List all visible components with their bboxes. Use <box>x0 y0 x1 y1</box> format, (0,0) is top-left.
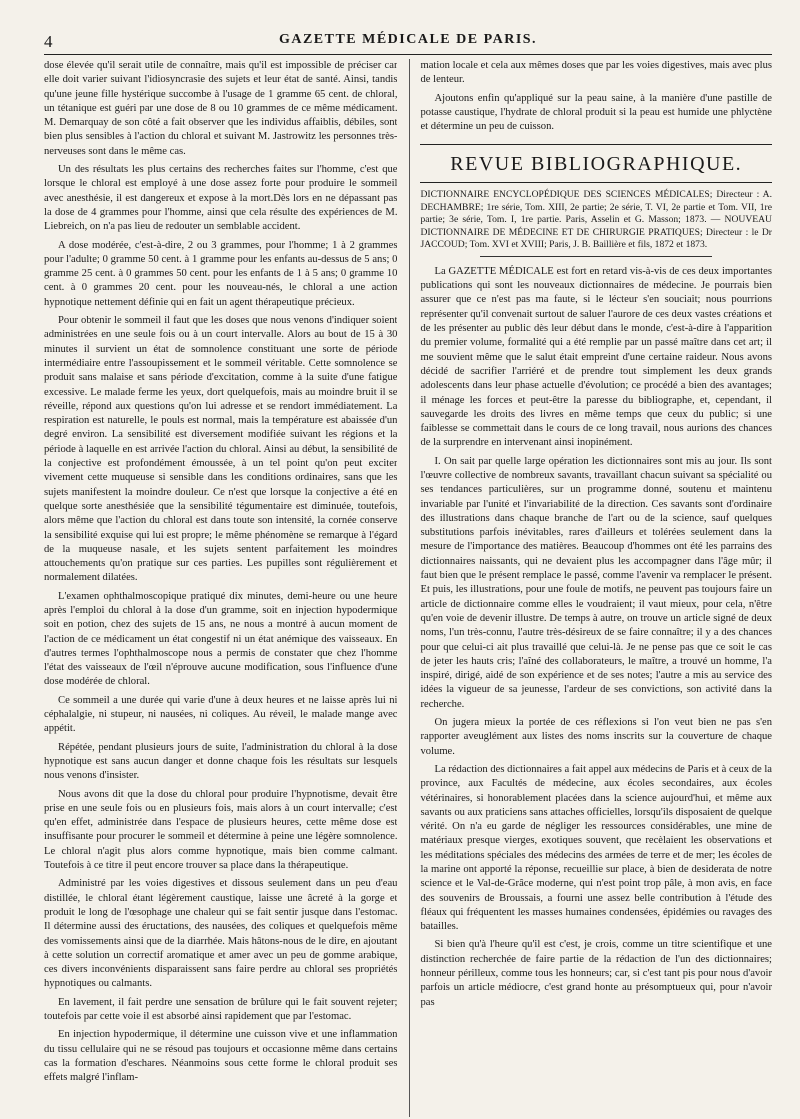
review-paragraph: On jugera mieux la portée de ces réflexions si l'on veut bien ne pas s'en rapporter aveuglément aux listes des noms inscrits sur la couverture de chaque volume. <box>420 717 772 757</box>
review-paragraph: La rédaction des dictionnaires a fait appel aux médecins de Paris et à ceux de la province, aux Facultés de médecine, aux écoles secondaires, aux écoles vétérinaires, si honorablement placées dans la science aujourd'hui, et même aux savants ou aux praticiens sans attaches officielles, lorsqu'ils disposaient de quelque vérité. On n'a eu garde de négliger les ressources considérables, une mine de matériaux presque vierges, exotiques souvent, que recèlaient les observations et les méditations spéciales des médecins des armées de terre et de mer; les écoles de la marine ont apporté la réponse, recueillie sur place, à bien de desiderata de notre science et le Val-de-Grâce moderne, qui n'est point trop pâle, à mon avis, en face des souvenirs de Broussais, a fourni une assez belle contribution à l'étude des fléaux qui fréquentent les masses humaines condensées, épidémies ou ravages des batailles. <box>420 763 772 933</box>
left-paragraph: A dose modérée, c'est-à-dire, 2 ou 3 grammes, pour l'homme; 1 à 2 grammes pour l'adulte; 0 gramme 50 cent. à 1 gramme pour les enfants au-dessus de 5 ans; 0 gramme 25 cent. à 0 grammes 50 cent. pour les enfants de 1 à 5 ans; 0 gramme 10 cent. à 0 grammes 20 cent. pour les nouveau-nés, le chloral a une action hypnotique nettement définie qui en fait un agent thérapeutique précieux. <box>44 239 398 308</box>
bibliography-reference: DICTIONNAIRE ENCYCLOPÉDIQUE DES SCIENCES MÉDICALES; Directeur : A. DECHAMBRE; 1re série, Tom. XIII, 2e partie; 2e série, T. VI, 2e partie et Tom. VII, 1re partie; 3e série, Tom. I, 1re partie. Paris, Asselin et G. Masson; 1873. — NOUVEAU DICTIONNAIRE DE MÉDECINE ET DE CHIRURGIE PRATIQUES; Directeur : le Dr JACCOUD; Tom. XVI et XVIII; Paris, J. B. Baillière et fils, 1872 et 1873. <box>420 189 772 251</box>
left-paragraph: Nous avons dit que la dose du chloral pour produire l'hypnotisme, devait être prise en une seule fois ou en plusieurs fois, mais alors à un court intervalle; c'est qu'en effet, administrée dans l'espace de plusieurs heures, cette même dose est insuffisante pour procurer le sommeil et détermine à peine une légère somnolence. Le chloral n'agit plus alors comme hypnotique, mais bien comme calmant. Toutefois à ce titre il peut encore trouver sa place dans la thérapeutique. <box>44 788 398 872</box>
divider <box>480 256 712 257</box>
left-paragraph: En injection hypodermique, il détermine une cuisson vive et une inflammation du tissu cellulaire qui ne se résoud pas toujours et occasionne même dans certains cas la formation d'eschares. Néanmoins sous cette forme le chloral produit ses effets malgré l'inflam- <box>44 1029 398 1084</box>
review-paragraph: La GAZETTE MÉDICALE est fort en retard vis-à-vis de ces deux importantes publications qui sont les nouveaux dictionnaires de médecine. Je pourrais bien assurer que ce n'est pas ma faute, si le lécteur s'en souciait; nous pourrions représenter qu'il convenait surtout de saluer l'aurore de ces deux vastes créations et de les présenter au public dès leur début dans le monde, c'est-à-dire à l'apparition du premier volume, formalité qui a été remplie par un passé maître dans cet art; il me souvient même que le salut était empreint d'une certaine raideur. Nous avons décidé de sacrifier l'arriéré et de prendre tout simplement les deux grands adolescents dans leur phase actuelle d'évolution; ce procédé a bien des avantages; il ménage les forces et peut-être la paresse du bibliographe, et, cependant, il sauvegarde les droits des livres en même temps que ceux du public; si une faiblesse se commettait dans le cours de ce long travail, nous aurions des chances de la surprendre en intervenant ainsi inopinément. <box>420 265 772 449</box>
left-paragraph: Un des résultats les plus certains des recherches faites sur l'homme, c'est que lorsque le chloral est employé à une dose assez forte pour produire le sommeil avec anesthésie, il est dangereux et expose à la mort.Dès lors en ne dépassant pas la dose de 4 grammes pour l'homme, ainsi que cela résulte des expériences de M. Liebreich, on n'a pas lieu de redouter un semblable accident. <box>44 164 398 233</box>
left-paragraph: dose élevée qu'il serait utile de connaître, mais qu'il est impossible de préciser car elle doit varier suivant l'idiosyncrasie des sujets et leur état de santé. Ainsi, tandis qu'une jeune fille hystérique succombe à l'usage de 1 gramme 65 cent. de chloral, un tétanique est guéri par une dose de 8 ou 10 grammes de ce même médicament. M. Demarquay de son côté a fait observer que les individus affaiblis, débiles, sont bien plus sensibles à l'action du chloral et suivant M. Jastrowitz les personnes très-nerveuses sont dans le même cas. <box>44 60 398 157</box>
right-intro-paragraph: Ajoutons enfin qu'appliqué sur la peau saine, à la manière d'une pastille de potasse caustique, l'hydrate de chloral produit si la peau est humide une phlyctène et détermine un peu de cuisson. <box>420 92 772 133</box>
article-columns <box>44 59 772 1117</box>
left-column <box>44 59 397 1117</box>
section-title: REVUE BIBLIOGRAPHIQUE. <box>420 144 772 183</box>
review-paragraph: Si bien qu'à l'heure qu'il est c'est, je crois, comme un titre scientifique et une distinction recherchée de faire partie de la rédaction de l'un des dictionnaires; honneur périlleux, comme tous les honneurs; car, si c'est tant pis pour nous d'avoir parfois un article médiocre, c'est grand honte au présomptueux qui, pour n'avoir pas <box>420 939 772 1008</box>
right-column <box>409 59 772 1117</box>
page-number: 4 <box>44 32 54 51</box>
left-paragraph: L'examen ophthalmoscopique pratiqué dix minutes, demi-heure ou une heure après l'emploi du chloral à la dose d'un gramme, soit en injection hypodermique soit en potion, chez des sujets de 15 ans, ne nous a montré à aucun moment de l'action de ce médicament un état congestif ni un état anémique des vaisseaux. En d'autres termes l'ophthalmoscope nous a permis de constater que chez l'homme l'état des vaisseaux de l'œil n'éprouve aucune modification, sous l'influence d'une dose modérée de chloral. <box>44 590 398 688</box>
left-paragraph: Répétée, pendant plusieurs jours de suite, l'administration du chloral à la dose hypnotique est sans aucun danger et donne chaque fois les résultats sur lesquels nous venons d'insister. <box>44 741 398 782</box>
review-paragraph: I. On sait par quelle large opération les dictionnaires sont mis au jour. Ils sont l'œuvre collective de nombreux savants, travaillant chacun suivant sa spécialité ou ses tendances particulières, sur un programme donné, soutenu et maintenu invariable par l'unité et l'invariabilité de la direction. Ces savants sont d'ordinaire des illustrations dans chaque branche de l'art ou de la science, sauf quelques substitutions parfois inévitables, rares d'ailleurs et tolérées seulement dans la mesure de l'importance des matières. Beaucoup d'hommes ont été les parrains des dictionnaires naissants, qui ne devaient plus les accompagner dans l'âge mûr; il faut bien que le présent remplace le passé, comme l'avenir va remplacer le présent. Et puis, les illustrations, pour une foule de motifs, ne peuvent pas toujours faire un article de dictionnaire comme elles le voudraient; il vaut mieux, pour cela, n'être qu'en voie de devenir illustre. De temps à autre, on trouve un article signé de deux noms, l'un très-connu, l'autre très-désireux de se faire connaître; il y a des chances pour que celui-ci ait plus travaillé que celui-là. Je ne pense pas que ce soit le cas de jeter les hauts cris; l'aîné des collaborateurs, le maître, a trouvé un homme, l'a inspiré, dirigé, aidé de son expérience et de ses notes; l'autre a mis au service des idées la vigueur de sa jeunesse, l'ardeur de ses convictions, son activité dans la recherche. <box>420 455 772 710</box>
left-paragraph: Administré par les voies digestives et dissous seulement dans un peu d'eau distillée, le chloral étant légèrement caustique, laisse une âcreté à la gorge et produit le long de l'œsophage une chaleur qui se fait sentir jusque dans l'estomac. Il détermine aussi des éructations, des nausées, des coliques et quelquefois même des vomissements ainsi que de la diarrhée. Mais hâtons-nous de le dire, en ajoutant à cette solution un correctif aromatique et amer avec un peu de gomme arabique, ces divers inconvénients disparaissent sans faire perdre au chloral ses propriétés hypnotiques ou calmants. <box>44 878 398 990</box>
right-intro-paragraph: mation locale et cela aux mêmes doses que par les voies digestives, mais avec plus de lenteur. <box>420 60 772 86</box>
journal-title: GAZETTE MÉDICALE DE PARIS. <box>278 32 538 47</box>
page-header <box>44 30 772 55</box>
left-paragraph: Ce sommeil a une durée qui varie d'une à deux heures et ne laisse après lui ni céphalalgie, ni stupeur, ni nausées, ni coliques. Au réveil, le malade mange avec appétit. <box>44 694 398 735</box>
left-paragraph: Pour obtenir le sommeil il faut que les doses que nous venons d'indiquer soient administrées en une seule fois ou à un court intervalle. Alors au bout de 15 à 30 minutes il survient un état de somnolence constituant une sorte de période intermédiaire entre l'assoupissement et le sommeil véritable. Cette somnolence se produit sans malaise et sans période d'excitation, comme à la suite d'une fatigue excessive. Le malade ferme les yeux, dort quelquefois, mais au moindre bruit il se réveille, répond aux questions qu'on lui adresse et se rendort immédiatement. La respiration est naturelle, le pouls est normal, mais la température est abaissée d'un degré environ. La sensibilité est diversement modifiée suivant les régions et la période à laquelle en est arrivée l'action du chloral. Ainsi au début, la sensibilité de la conjective est profondément émoussée, à un tel point qu'on peut exciter vivement cette muqueuse si sensible dans les conditions ordinaires, sans que les sujets manifestent la moindre douleur. Ce n'est que lorsque la conjective a été en quelque sorte anesthésiée que la sensibilité tégumentaire est diminuée, toutefois, alors même que l'action du chloral est dans toute son intensité, la cornée conserve la sensibilité exquise qui lui est propre; le même phénomène se remarque à l'égard de la muqueuse nasale, et les sujets sentent parfaitement les moindres attouchements qu'on pratique sur ces parties. Les pupilles sont régulièrement et normalement dilatées. <box>44 315 398 584</box>
left-paragraph: En lavement, il fait perdre une sensation de brûlure qui le fait souvent rejeter; toutefois par cette voie il est absorbé ainsi rapidement que par l'estomac. <box>44 996 398 1022</box>
